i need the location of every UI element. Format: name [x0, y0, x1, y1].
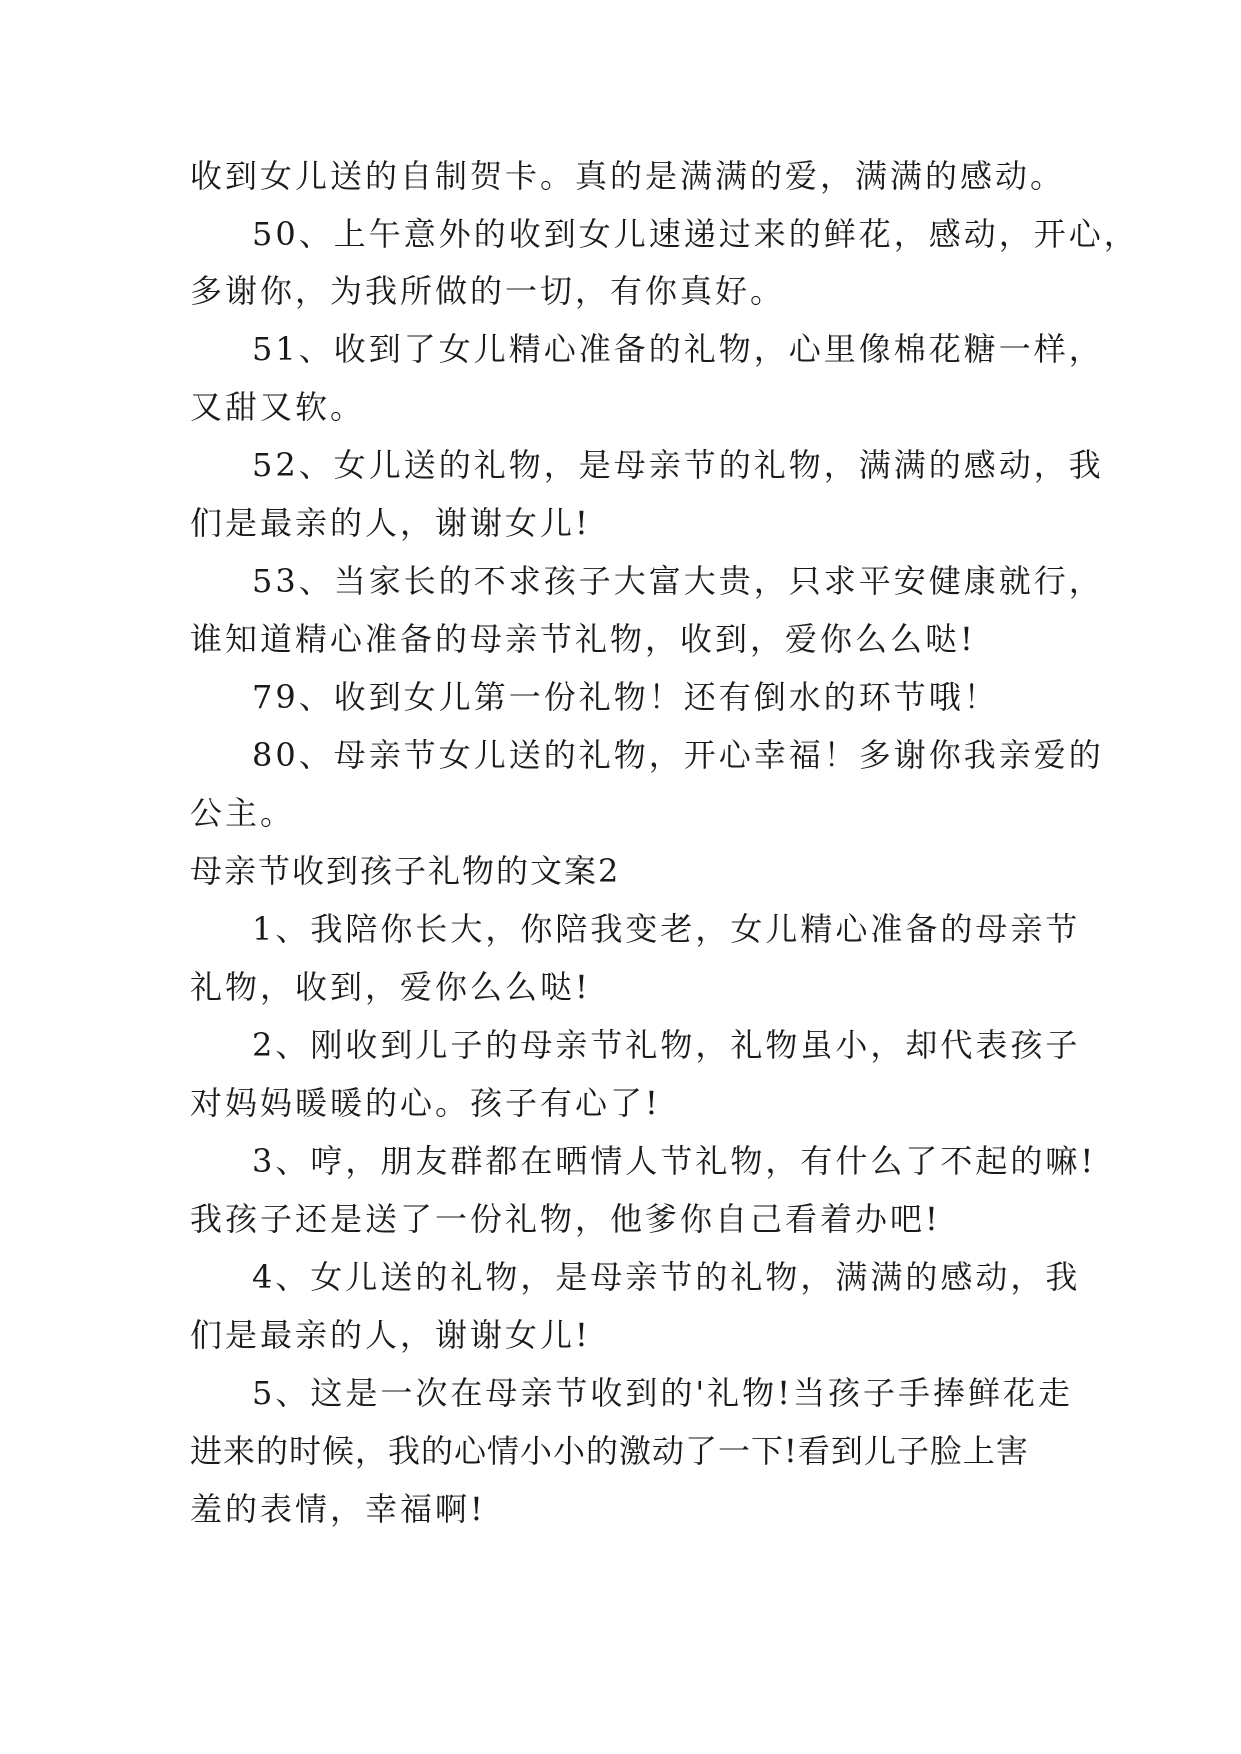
paragraph-line: 52、女儿送的礼物，是母亲节的礼物，满满的感动，我: [252, 446, 1104, 484]
paragraph-line: 谁知道精心准备的母亲节礼物，收到，爱你么么哒!: [190, 620, 976, 658]
paragraph-line: 又甜又软。: [190, 388, 366, 426]
paragraph-line: 4、女儿送的礼物，是母亲节的礼物，满满的感动，我: [252, 1258, 1081, 1296]
paragraph-line: 1、我陪你长大，你陪我变老，女儿精心准备的母亲节: [252, 910, 1081, 948]
paragraph-line: 对妈妈暖暖的心。孩子有心了!: [190, 1084, 661, 1122]
paragraph-line: 79、收到女儿第一份礼物！还有倒水的环节哦！: [252, 678, 999, 716]
paragraph-line: 们是最亲的人，谢谢女儿!: [190, 504, 591, 542]
paragraph-line: 我孩子还是送了一份礼物，他爹你自己看着办吧!: [190, 1200, 941, 1238]
section-heading: 母亲节收到孩子礼物的文案2: [190, 852, 621, 890]
paragraph-line: 羞的表情，幸福啊!: [190, 1490, 486, 1528]
paragraph-line: 多谢你，为我所做的一切，有你真好。: [190, 272, 786, 310]
paragraph-line: 收到女儿送的自制贺卡。真的是满满的爱，满满的感动。: [190, 157, 1066, 195]
paragraph-line: 3、哼，朋友群都在晒情人节礼物，有什么了不起的嘛!: [252, 1142, 1097, 1180]
paragraph-line: 礼物，收到，爱你么么哒!: [190, 968, 591, 1006]
paragraph-line: 们是最亲的人，谢谢女儿!: [190, 1316, 591, 1354]
paragraph-line: 5、这是一次在母亲节收到的'礼物!当孩子手捧鲜花走: [252, 1374, 1074, 1412]
paragraph-line: 53、当家长的不求孩子大富大贵，只求平安健康就行，: [252, 562, 1104, 600]
paragraph-line: 公主。: [190, 794, 296, 832]
paragraph-line: 50、上午意外的收到女儿速递过来的鲜花，感动，开心，: [252, 215, 1139, 253]
paragraph-line: 2、刚收到儿子的母亲节礼物，礼物虽小，却代表孩子: [252, 1026, 1081, 1064]
paragraph-line: 51、收到了女儿精心准备的礼物，心里像棉花糖一样，: [252, 330, 1104, 368]
paragraph-line: 进来的时候，我的心情小小的激动了一下!看到儿子脸上害: [190, 1432, 1029, 1470]
paragraph-line: 80、母亲节女儿送的礼物，开心幸福！多谢你我亲爱的: [252, 736, 1104, 774]
